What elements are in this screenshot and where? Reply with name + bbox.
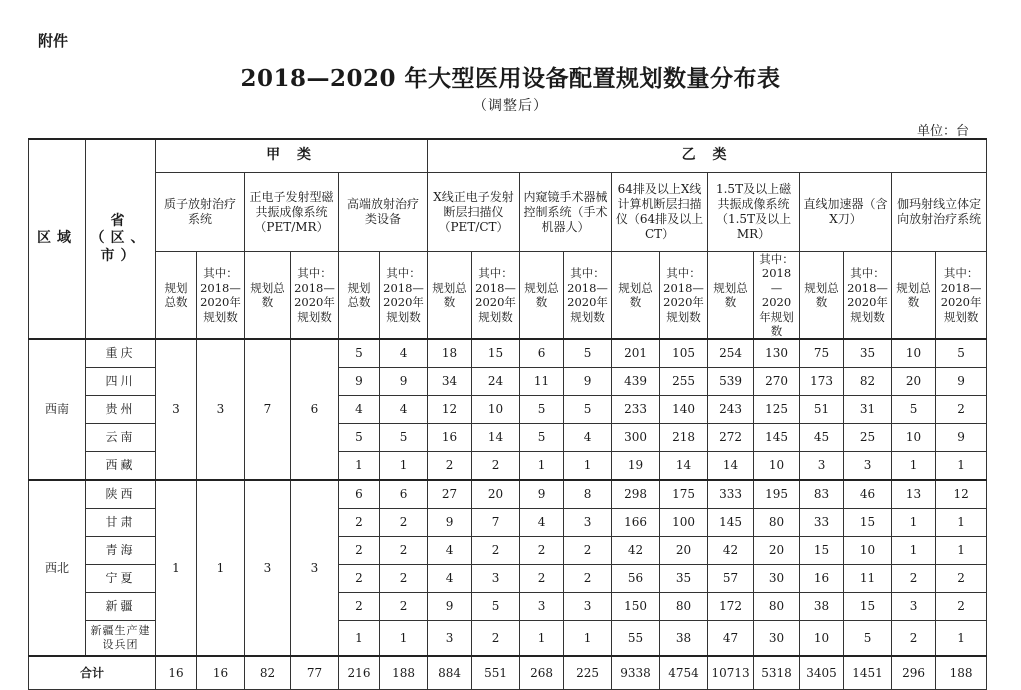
cell-value: 20 xyxy=(754,537,800,565)
header-planned-2018-2020: 其中：2018—2020年规划数 xyxy=(380,252,428,340)
cell-value: 35 xyxy=(844,339,892,368)
cell-value: 4 xyxy=(428,537,472,565)
cell-value: 201 xyxy=(612,339,660,368)
cell-value: 1 xyxy=(520,452,564,481)
header-group-b: 乙 类 xyxy=(428,139,987,173)
header-planned-2018-2020: 其中：2018—2020年规划数 xyxy=(936,252,987,340)
cell-value: 15 xyxy=(472,339,520,368)
cell-value: 6 xyxy=(520,339,564,368)
cell-value: 30 xyxy=(754,621,800,657)
province-name: 新疆生产建设兵团 xyxy=(86,621,156,657)
cell-value: 2 xyxy=(520,565,564,593)
attachment-label: 附件 xyxy=(38,32,69,50)
cell-value: 2 xyxy=(472,452,520,481)
cell-value: 47 xyxy=(708,621,754,657)
cell-value: 3 xyxy=(892,593,936,621)
header-equipment: 64排及以上X线计算机断层扫描仪（64排及以上CT） xyxy=(612,173,708,252)
cell-value: 172 xyxy=(708,593,754,621)
cell-value: 5 xyxy=(564,396,612,424)
cell-value: 4 xyxy=(380,339,428,368)
province-name: 重庆 xyxy=(86,339,156,368)
cell-value: 5 xyxy=(564,339,612,368)
total-value: 10713 xyxy=(708,656,754,690)
cell-value: 35 xyxy=(660,565,708,593)
cell-value: 2 xyxy=(380,509,428,537)
cell-value: 46 xyxy=(844,480,892,509)
header-group-a: 甲 类 xyxy=(156,139,428,173)
total-value: 188 xyxy=(380,656,428,690)
cell-value: 7 xyxy=(472,509,520,537)
cell-value: 15 xyxy=(800,537,844,565)
cell-value: 272 xyxy=(708,424,754,452)
total-value: 225 xyxy=(564,656,612,690)
cell-value: 3 xyxy=(520,593,564,621)
cell-value: 2 xyxy=(472,621,520,657)
page-title: 2018—2020 年大型医用设备配置规划数量分布表 xyxy=(240,65,781,92)
header-equipment: 伽玛射线立体定向放射治疗系统 xyxy=(892,173,987,252)
total-value: 216 xyxy=(339,656,380,690)
province-name: 西藏 xyxy=(86,452,156,481)
province-name: 青海 xyxy=(86,537,156,565)
cell-value: 45 xyxy=(800,424,844,452)
total-value: 9338 xyxy=(612,656,660,690)
header-planned-2018-2020: 其中：2018—2020年规划数 xyxy=(660,252,708,340)
cell-value: 1 xyxy=(564,621,612,657)
header-planned-total: 规划总数 xyxy=(520,252,564,340)
cell-value: 9 xyxy=(380,368,428,396)
cell-value: 150 xyxy=(612,593,660,621)
cell-value: 5 xyxy=(339,424,380,452)
cell-value: 18 xyxy=(428,339,472,368)
cell-value: 166 xyxy=(612,509,660,537)
header-planned-total: 规划总数 xyxy=(708,252,754,340)
cell-value: 20 xyxy=(472,480,520,509)
province-name: 陕西 xyxy=(86,480,156,509)
cell-value: 5 xyxy=(339,339,380,368)
header-planned-2018-2020: 其中：2018—2020年规划数 xyxy=(197,252,245,340)
cell-value: 5 xyxy=(892,396,936,424)
region-name: 西北 xyxy=(29,480,86,656)
page-subtitle: （调整后） xyxy=(473,98,548,114)
province-name: 新疆 xyxy=(86,593,156,621)
cell-value: 10 xyxy=(472,396,520,424)
cell-value: 33 xyxy=(800,509,844,537)
cell-value-shared: 1 xyxy=(156,480,197,656)
total-row xyxy=(29,656,987,690)
cell-value: 80 xyxy=(754,593,800,621)
cell-value: 1 xyxy=(892,509,936,537)
header-planned-2018-2020: 其中：2018—2020年规划数 xyxy=(844,252,892,340)
cell-value: 5 xyxy=(520,396,564,424)
cell-value: 3 xyxy=(800,452,844,481)
cell-value-shared: 1 xyxy=(197,480,245,656)
cell-value: 1 xyxy=(380,452,428,481)
header-planned-total: 规划总数 xyxy=(339,252,380,340)
province-name: 四川 xyxy=(86,368,156,396)
total-value: 268 xyxy=(520,656,564,690)
cell-value: 1 xyxy=(520,621,564,657)
cell-value: 195 xyxy=(754,480,800,509)
header-planned-2018-2020: 其中：2018—2020年规划数 xyxy=(564,252,612,340)
cell-value: 80 xyxy=(754,509,800,537)
cell-value: 27 xyxy=(428,480,472,509)
header-region: 区域 xyxy=(29,139,86,339)
cell-value: 254 xyxy=(708,339,754,368)
cell-value: 1 xyxy=(936,537,987,565)
cell-value: 255 xyxy=(660,368,708,396)
cell-value-shared: 7 xyxy=(245,339,291,480)
cell-value: 3 xyxy=(472,565,520,593)
header-province: 省（区、市） xyxy=(86,139,156,339)
equipment-distribution-table xyxy=(28,138,987,690)
cell-value: 130 xyxy=(754,339,800,368)
cell-value: 16 xyxy=(428,424,472,452)
header-planned-total: 规划总数 xyxy=(612,252,660,340)
cell-value: 4 xyxy=(564,424,612,452)
header-planned-2018-2020: 其中：2018—2020年规划数 xyxy=(472,252,520,340)
cell-value: 2 xyxy=(472,537,520,565)
cell-value: 3 xyxy=(844,452,892,481)
total-value: 551 xyxy=(472,656,520,690)
cell-value: 2 xyxy=(339,509,380,537)
cell-value: 75 xyxy=(800,339,844,368)
total-value: 4754 xyxy=(660,656,708,690)
total-value: 884 xyxy=(428,656,472,690)
cell-value: 1 xyxy=(936,452,987,481)
cell-value: 14 xyxy=(708,452,754,481)
cell-value: 4 xyxy=(339,396,380,424)
table-row xyxy=(29,339,987,368)
total-value: 3405 xyxy=(800,656,844,690)
cell-value: 3 xyxy=(564,593,612,621)
cell-value: 2 xyxy=(339,593,380,621)
cell-value: 5 xyxy=(844,621,892,657)
cell-value: 5 xyxy=(520,424,564,452)
header-equipment: 正电子发射型磁共振成像系统（PET/MR） xyxy=(245,173,339,252)
cell-value: 34 xyxy=(428,368,472,396)
cell-value: 8 xyxy=(564,480,612,509)
cell-value: 539 xyxy=(708,368,754,396)
cell-value: 2 xyxy=(936,593,987,621)
cell-value: 5 xyxy=(472,593,520,621)
header-planned-total: 规划总数 xyxy=(156,252,197,340)
province-name: 云南 xyxy=(86,424,156,452)
cell-value: 56 xyxy=(612,565,660,593)
cell-value: 3 xyxy=(564,509,612,537)
total-value: 188 xyxy=(936,656,987,690)
cell-value: 31 xyxy=(844,396,892,424)
header-equipment: 高端放射治疗类设备 xyxy=(339,173,428,252)
cell-value: 12 xyxy=(936,480,987,509)
cell-value: 14 xyxy=(660,452,708,481)
cell-value: 1 xyxy=(936,621,987,657)
cell-value: 10 xyxy=(892,339,936,368)
cell-value: 2 xyxy=(564,537,612,565)
cell-value: 145 xyxy=(754,424,800,452)
cell-value: 300 xyxy=(612,424,660,452)
cell-value: 10 xyxy=(754,452,800,481)
cell-value: 4 xyxy=(520,509,564,537)
cell-value: 3 xyxy=(428,621,472,657)
cell-value: 1 xyxy=(892,537,936,565)
total-value: 77 xyxy=(291,656,339,690)
cell-value: 15 xyxy=(844,509,892,537)
cell-value: 57 xyxy=(708,565,754,593)
total-label: 合计 xyxy=(29,656,156,690)
cell-value: 2 xyxy=(936,565,987,593)
total-value: 5318 xyxy=(754,656,800,690)
table-row xyxy=(29,480,987,509)
cell-value: 10 xyxy=(800,621,844,657)
cell-value: 9 xyxy=(428,509,472,537)
cell-value: 173 xyxy=(800,368,844,396)
cell-value-shared: 3 xyxy=(197,339,245,480)
cell-value: 2 xyxy=(520,537,564,565)
cell-value: 9 xyxy=(339,368,380,396)
header-equipment: 质子放射治疗系统 xyxy=(156,173,245,252)
cell-value: 105 xyxy=(660,339,708,368)
province-name: 甘肃 xyxy=(86,509,156,537)
header-equipment: 1.5T及以上磁共振成像系统（1.5T及以上 MR） xyxy=(708,173,800,252)
cell-value: 20 xyxy=(660,537,708,565)
cell-value-shared: 6 xyxy=(291,339,339,480)
cell-value: 2 xyxy=(936,396,987,424)
cell-value: 14 xyxy=(472,424,520,452)
cell-value: 83 xyxy=(800,480,844,509)
header-planned-total: 规划总数 xyxy=(428,252,472,340)
cell-value: 16 xyxy=(800,565,844,593)
header-equipment: 内窥镜手术器械控制系统（手术机器人） xyxy=(520,173,612,252)
province-name: 宁夏 xyxy=(86,565,156,593)
cell-value: 4 xyxy=(428,565,472,593)
cell-value: 9 xyxy=(936,424,987,452)
cell-value: 11 xyxy=(844,565,892,593)
cell-value: 439 xyxy=(612,368,660,396)
cell-value: 6 xyxy=(339,480,380,509)
cell-value: 2 xyxy=(380,593,428,621)
cell-value: 12 xyxy=(428,396,472,424)
cell-value: 11 xyxy=(520,368,564,396)
cell-value: 19 xyxy=(612,452,660,481)
cell-value: 10 xyxy=(892,424,936,452)
cell-value: 2 xyxy=(892,621,936,657)
province-name: 贵州 xyxy=(86,396,156,424)
cell-value: 1 xyxy=(564,452,612,481)
cell-value: 125 xyxy=(754,396,800,424)
total-value: 82 xyxy=(245,656,291,690)
cell-value: 20 xyxy=(892,368,936,396)
cell-value: 243 xyxy=(708,396,754,424)
cell-value: 218 xyxy=(660,424,708,452)
header-planned-2018-2020: 其中：2018—2020年规划数 xyxy=(754,252,800,340)
cell-value: 1 xyxy=(892,452,936,481)
cell-value: 42 xyxy=(708,537,754,565)
cell-value: 2 xyxy=(428,452,472,481)
cell-value: 233 xyxy=(612,396,660,424)
cell-value: 13 xyxy=(892,480,936,509)
cell-value: 80 xyxy=(660,593,708,621)
cell-value: 51 xyxy=(800,396,844,424)
cell-value-shared: 3 xyxy=(156,339,197,480)
header-equipment: 直线加速器（含X刀） xyxy=(800,173,892,252)
cell-value-shared: 3 xyxy=(245,480,291,656)
cell-value: 10 xyxy=(844,537,892,565)
header-planned-total: 规划总数 xyxy=(245,252,291,340)
cell-value: 9 xyxy=(564,368,612,396)
cell-value: 270 xyxy=(754,368,800,396)
cell-value: 4 xyxy=(380,396,428,424)
cell-value: 175 xyxy=(660,480,708,509)
cell-value: 5 xyxy=(380,424,428,452)
cell-value: 9 xyxy=(428,593,472,621)
unit-label: 单位：台 xyxy=(916,124,969,139)
region-name: 西南 xyxy=(29,339,86,480)
header-planned-2018-2020: 其中：2018—2020年规划数 xyxy=(291,252,339,340)
cell-value: 9 xyxy=(936,368,987,396)
total-value: 16 xyxy=(197,656,245,690)
cell-value: 1 xyxy=(339,621,380,657)
cell-value: 2 xyxy=(892,565,936,593)
cell-value: 9 xyxy=(520,480,564,509)
cell-value: 5 xyxy=(936,339,987,368)
cell-value: 1 xyxy=(380,621,428,657)
total-value: 296 xyxy=(892,656,936,690)
cell-value: 1 xyxy=(936,509,987,537)
cell-value: 1 xyxy=(339,452,380,481)
cell-value: 25 xyxy=(844,424,892,452)
header-planned-total: 规划总数 xyxy=(800,252,844,340)
total-value: 1451 xyxy=(844,656,892,690)
cell-value-shared: 3 xyxy=(291,480,339,656)
cell-value: 55 xyxy=(612,621,660,657)
cell-value: 38 xyxy=(800,593,844,621)
header-planned-total: 规划总数 xyxy=(892,252,936,340)
cell-value: 30 xyxy=(754,565,800,593)
cell-value: 38 xyxy=(660,621,708,657)
cell-value: 2 xyxy=(380,537,428,565)
total-value: 16 xyxy=(156,656,197,690)
header-equipment: X线正电子发射断层扫描仪（PET/CT） xyxy=(428,173,520,252)
cell-value: 42 xyxy=(612,537,660,565)
cell-value: 100 xyxy=(660,509,708,537)
cell-value: 145 xyxy=(708,509,754,537)
cell-value: 24 xyxy=(472,368,520,396)
cell-value: 140 xyxy=(660,396,708,424)
cell-value: 6 xyxy=(380,480,428,509)
cell-value: 2 xyxy=(564,565,612,593)
cell-value: 15 xyxy=(844,593,892,621)
cell-value: 82 xyxy=(844,368,892,396)
cell-value: 2 xyxy=(380,565,428,593)
cell-value: 298 xyxy=(612,480,660,509)
cell-value: 2 xyxy=(339,565,380,593)
cell-value: 2 xyxy=(339,537,380,565)
cell-value: 333 xyxy=(708,480,754,509)
